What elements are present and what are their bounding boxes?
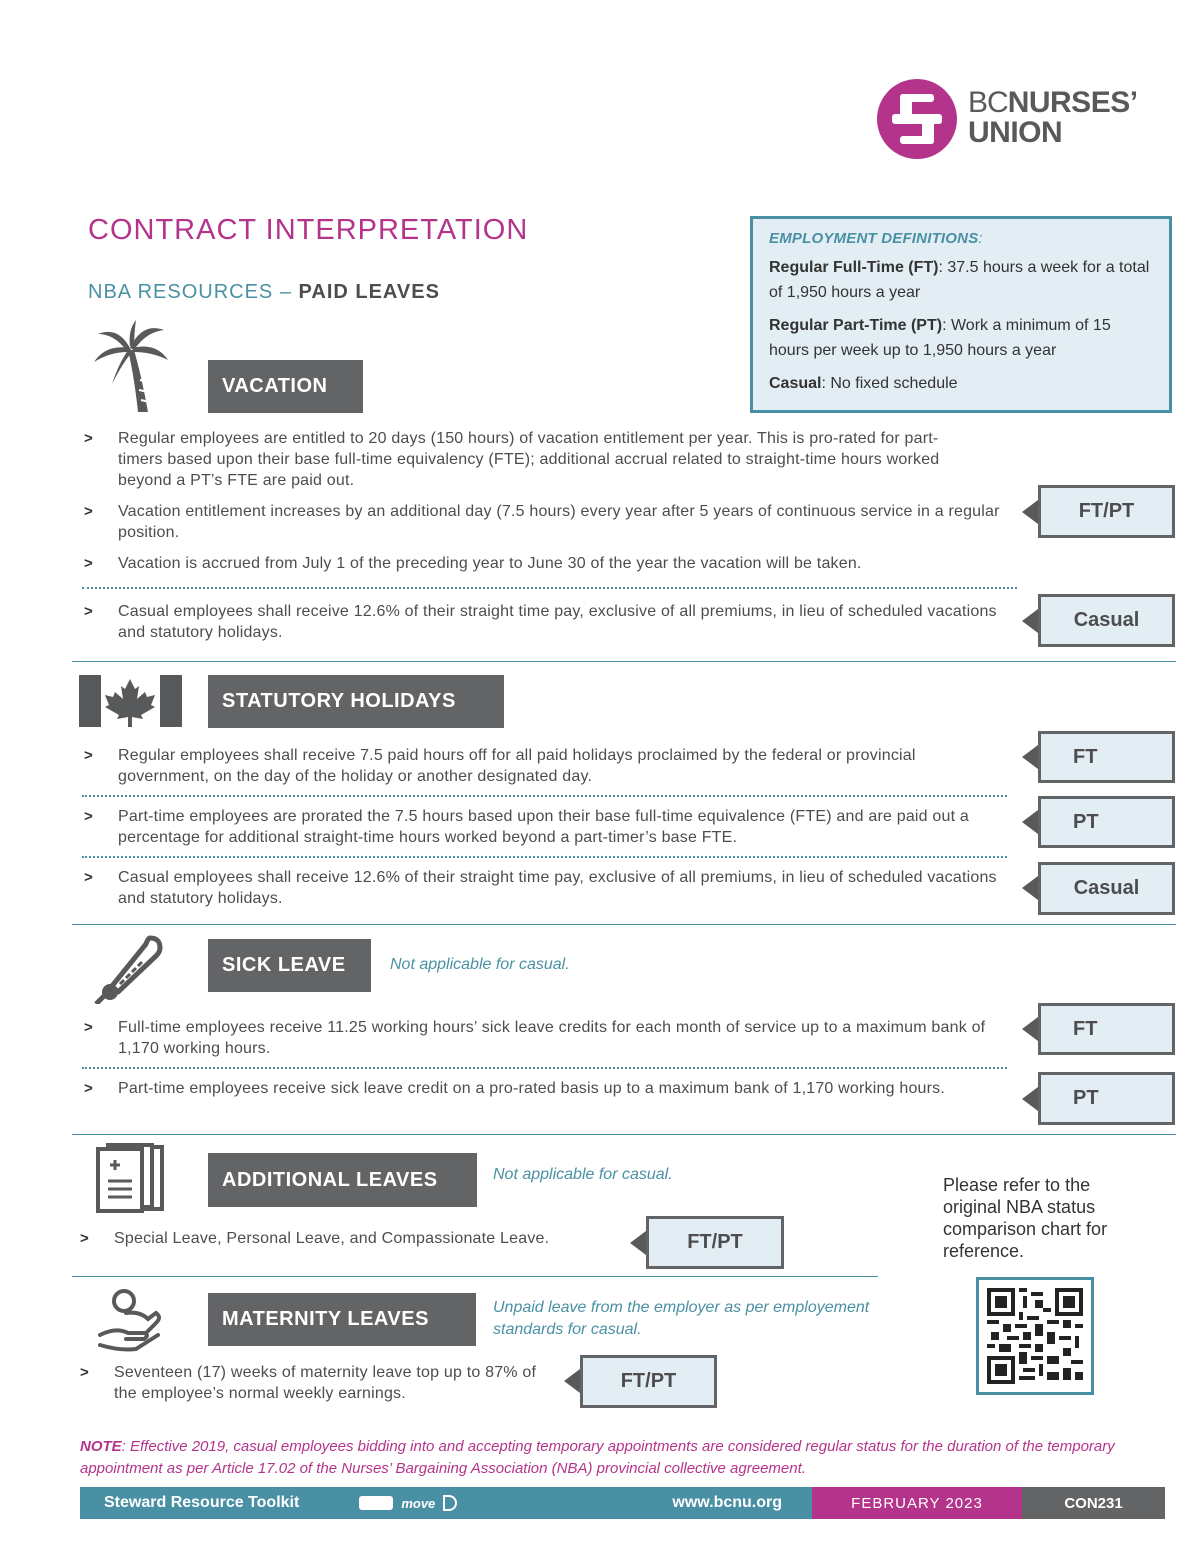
pointer-arrow-icon [630, 1231, 646, 1255]
tag-ft: FT [1038, 731, 1175, 783]
section-divider [72, 661, 1176, 662]
dotted-divider [82, 587, 1017, 589]
bcnu-mini-logo-icon [359, 1496, 393, 1510]
additional-leaves-note: Not applicable for casual. [493, 1166, 673, 1183]
pointer-arrow-icon [1022, 876, 1038, 900]
footnote: NOTE: Effective 2019, casual employees bidding into and accepting temporary appointments are considered regular status for the duration of the temporary appointment as per Article 17.02 of the Nurses’ Bargaining Association (NBA) provincial collective agreement. [80, 1438, 1115, 1477]
sick-leave-note: Not applicable for casual. [390, 956, 570, 973]
bullet-chevron-icon: > [84, 430, 93, 447]
footer-url-link[interactable]: www.bcnu.org [672, 1494, 782, 1511]
dotted-divider [82, 856, 1007, 858]
palm-tree-icon [90, 320, 170, 415]
vacation-bullet-3: > Vacation is accrued from July 1 of the preceding year to June 30 of the year the vacation will be taken. [84, 555, 862, 572]
section-divider [72, 924, 1176, 925]
page-subtitle: NBA RESOURCES – PAID LEAVES [88, 281, 440, 303]
vacation-bullet-2: > Vacation entitlement increases by an additional day (7.5 hours) every year after 5 years of continuous service in a regular position. [84, 503, 1000, 541]
move-logo-icon [443, 1495, 457, 1511]
footer-date: FEBRUARY 2023 [812, 1487, 1022, 1519]
tag-ft: FT [1038, 1003, 1175, 1055]
footer-toolkit-label: Steward Resource Toolkit [104, 1494, 300, 1511]
statutory-bullet-1: > Regular employees shall receive 7.5 paid hours off for all paid holidays proclaimed by the federal or provincial government, on the day of the holiday or another designated day. [84, 747, 916, 785]
bullet-chevron-icon: > [84, 1019, 93, 1036]
move-logo: move [401, 1495, 436, 1511]
definition-casual: Casual: No fixed schedule [769, 375, 958, 392]
tag-casual: Casual [1038, 862, 1175, 915]
maternity-leaves-heading: MATERNITY LEAVES [208, 1293, 476, 1346]
pointer-arrow-icon [1022, 609, 1038, 633]
definition-pt: Regular Part-Time (PT): Work a minimum of 15 hours per week up to 1,950 hours a year [769, 317, 1111, 359]
section-divider [72, 1276, 878, 1277]
documents-icon [96, 1143, 166, 1213]
bullet-chevron-icon: > [80, 1230, 89, 1247]
pointer-arrow-icon [1022, 1087, 1038, 1111]
sick-leave-heading: SICK LEAVE [208, 939, 371, 992]
dotted-divider [82, 795, 1007, 797]
footer-blue-segment [80, 1487, 812, 1519]
vacation-bullet-1: > Regular employees are entitled to 20 days (150 hours) of vacation entitlement per year. This is pro-rated for part-timers based upon their base full-time equivalency (FTE); additional accrual related to straight-time hours worked beyond a PT’s FTE are paid out. [84, 430, 940, 489]
statutory-bullet-3: > Casual employees shall receive 12.6% of their straight time pay, exclusive of all premiums, in lieu of scheduled vacations and statutory holidays. [84, 869, 997, 907]
sick-bullet-1: > Full-time employees receive 11.25 working hours’ sick leave credits for each month of service up to a maximum bank of 1,170 working hours. [84, 1019, 986, 1057]
tag-casual: Casual [1038, 594, 1175, 647]
bullet-chevron-icon: > [80, 1364, 89, 1381]
section-divider [72, 1134, 1176, 1135]
canada-flag-icon [79, 675, 182, 727]
pointer-arrow-icon [1022, 1017, 1038, 1041]
additional-bullet-1: > Special Leave, Personal Leave, and Compassionate Leave. [80, 1230, 550, 1247]
footer-logos [359, 1495, 457, 1511]
statutory-bullet-2: > Part-time employees are prorated the 7.5 hours based upon their base full-time equivalence (FTE) and are paid out a percentage for additional straight-time hours worked beyond a part-timer’s base FTE. [84, 808, 970, 846]
pointer-arrow-icon [1022, 745, 1038, 769]
vacation-bullet-casual: > Casual employees shall receive 12.6% of their straight time pay, exclusive of all premiums, in lieu of scheduled vacations and statutory holidays. [84, 603, 997, 641]
bullet-chevron-icon: > [84, 555, 93, 572]
employment-definitions-box [750, 216, 1172, 413]
bullet-chevron-icon: > [84, 869, 93, 886]
statutory-holidays-heading: STATUTORY HOLIDAYS [208, 675, 504, 728]
definition-ft: Regular Full-Time (FT): 37.5 hours a week for a total of 1,950 hours a year [769, 259, 1150, 301]
definitions-title: EMPLOYMENT DEFINITIONS: [769, 230, 983, 247]
bcnu-logo-icon [876, 78, 958, 160]
bullet-chevron-icon: > [84, 603, 93, 620]
qr-code[interactable] [976, 1277, 1094, 1395]
bullet-chevron-icon: > [84, 747, 93, 764]
qr-reference-text: Please refer to the original NBA status comparison chart for reference. [943, 1175, 1108, 1261]
sick-bullet-2: > Part-time employees receive sick leave credit on a pro-rated basis up to a maximum bank of 1,170 working hours. [84, 1080, 946, 1097]
hand-baby-icon [96, 1287, 164, 1353]
thermometer-icon [94, 934, 166, 1004]
maternity-bullet-1: > Seventeen (17) weeks of maternity leave top up to 87% of the employee’s normal weekly earnings. [80, 1364, 537, 1402]
vacation-heading: VACATION [208, 360, 363, 413]
bullet-chevron-icon: > [84, 1080, 93, 1097]
tag-ft-pt: FT/PT [1038, 485, 1175, 538]
bullet-chevron-icon: > [84, 808, 93, 825]
pointer-arrow-icon [1022, 500, 1038, 524]
page-title: CONTRACT INTERPRETATION [88, 214, 529, 246]
pointer-arrow-icon [1022, 810, 1038, 834]
footer-bar [80, 1487, 1165, 1519]
bullet-chevron-icon: > [84, 503, 93, 520]
tag-pt: PT [1038, 1072, 1175, 1125]
brand-name: BCNURSES’ UNION [968, 86, 1138, 149]
tag-ft-pt: FT/PT [580, 1355, 717, 1408]
tag-pt: PT [1038, 796, 1175, 848]
additional-leaves-heading: ADDITIONAL LEAVES [208, 1153, 477, 1207]
tag-ft-pt: FT/PT [646, 1216, 784, 1269]
dotted-divider [82, 1067, 1007, 1069]
maternity-leaves-note: Unpaid leave from the employer as per employement standards for casual. [493, 1299, 870, 1338]
pointer-arrow-icon [564, 1369, 580, 1393]
qr-code-icon [987, 1288, 1083, 1384]
footer-code: CON231 [1022, 1487, 1165, 1519]
